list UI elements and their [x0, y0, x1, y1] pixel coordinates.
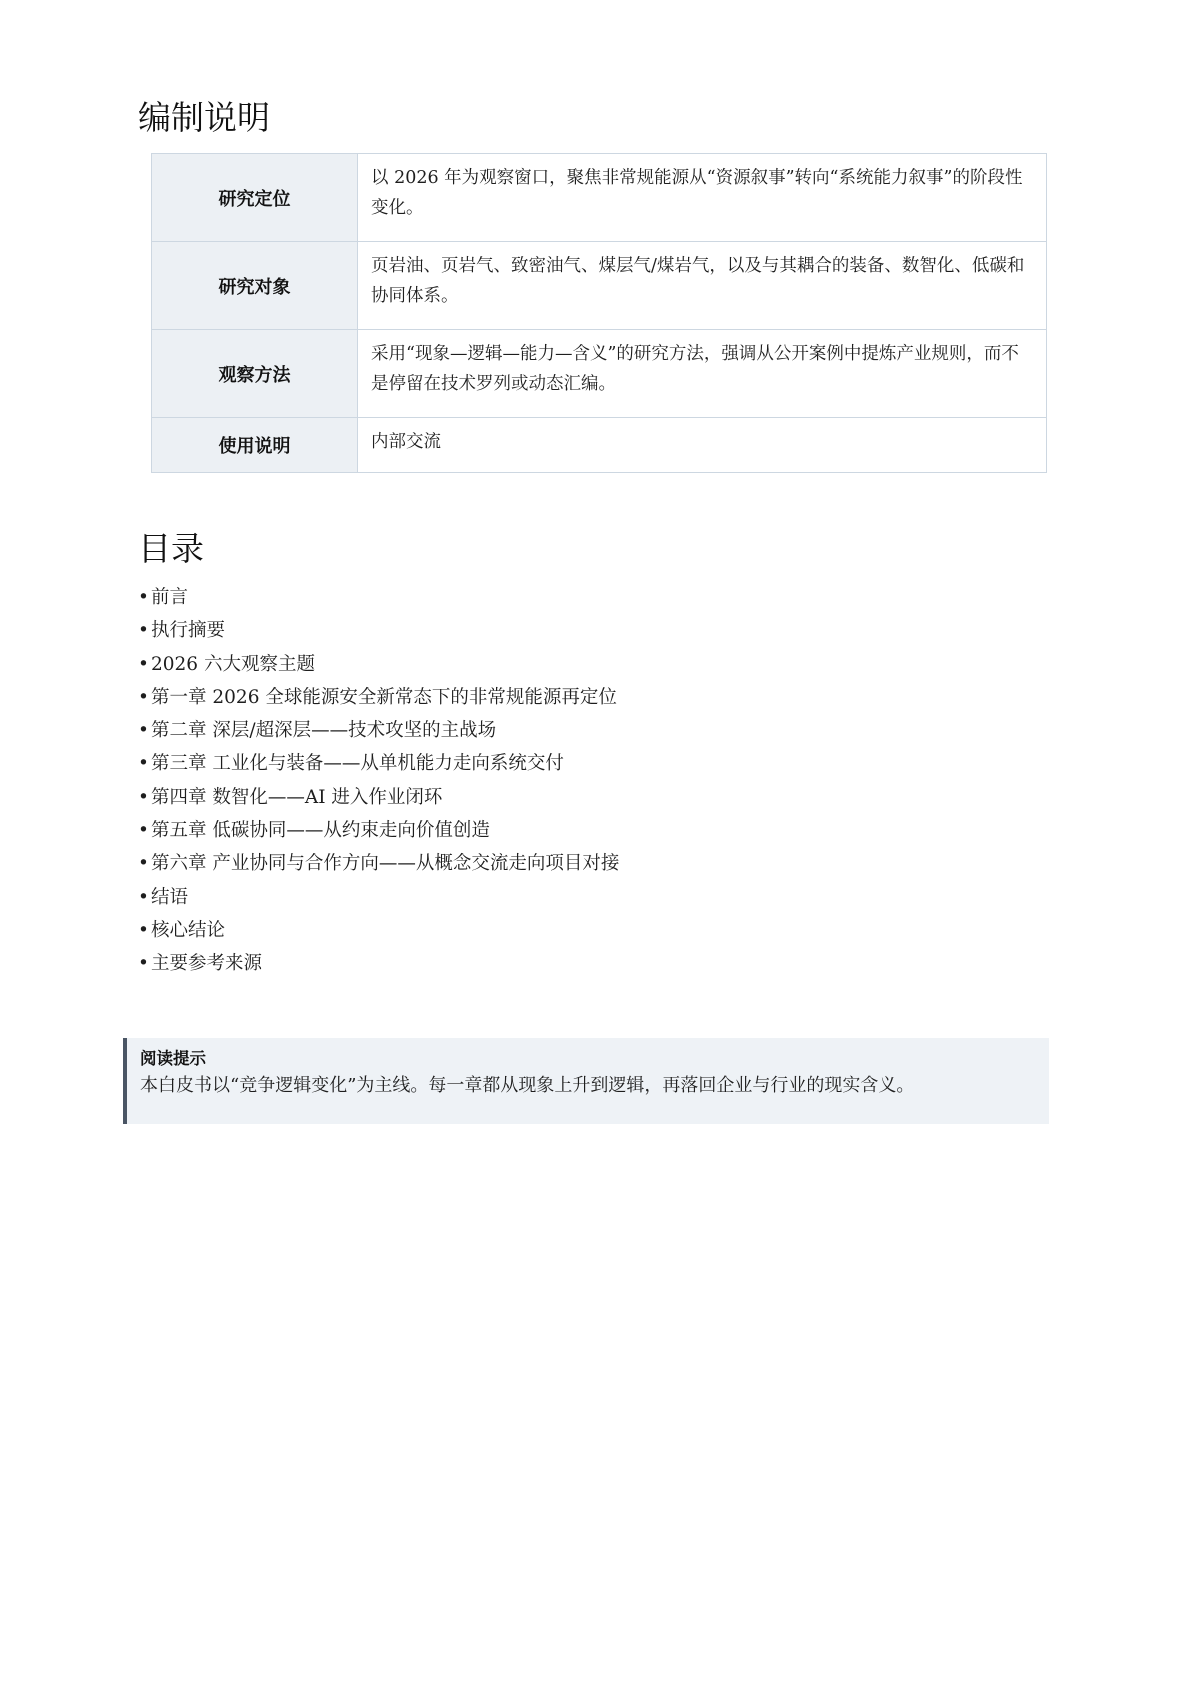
- toc-item[interactable]: [138, 914, 619, 947]
- section-title-toc: 目录: [138, 529, 204, 568]
- toc-item-label: 第二章 深层/超深层——技术攻坚的主战场: [151, 720, 497, 742]
- bullet-icon: •: [138, 686, 149, 708]
- toc-item[interactable]: [138, 814, 619, 847]
- toc-item[interactable]: [138, 747, 619, 780]
- row-key: 观察方法: [152, 330, 358, 418]
- toc-item-label: 结语: [151, 886, 189, 908]
- reading-tip-callout: [123, 1038, 1049, 1124]
- toc-list: [138, 581, 619, 981]
- toc-item-label: 主要参考来源: [151, 953, 263, 975]
- bullet-icon: •: [138, 753, 149, 775]
- bullet-icon: •: [138, 919, 149, 941]
- bullet-icon: •: [138, 620, 149, 642]
- bullet-icon: •: [138, 720, 149, 742]
- reading-tip-title: 阅读提示: [140, 1049, 206, 1068]
- toc-item-label: 第六章 产业协同与合作方向——从概念交流走向项目对接: [151, 853, 620, 875]
- table-row: [152, 242, 1047, 330]
- toc-item[interactable]: [138, 681, 619, 714]
- toc-item-label: 执行摘要: [151, 620, 226, 642]
- table-row: [152, 330, 1047, 418]
- toc-item[interactable]: [138, 614, 619, 647]
- table-row: [152, 154, 1047, 242]
- row-key: 研究对象: [152, 242, 358, 330]
- toc-item-label: 2026 六大观察主题: [151, 653, 315, 675]
- bullet-icon: •: [138, 853, 149, 875]
- toc-item[interactable]: [138, 947, 619, 980]
- table-row: [152, 418, 1047, 473]
- toc-item-label: 核心结论: [151, 919, 226, 941]
- row-key: 研究定位: [152, 154, 358, 242]
- bullet-icon: •: [138, 820, 149, 842]
- toc-item-label: 前言: [151, 587, 189, 608]
- row-value: 页岩油、页岩气、致密油气、煤层气/煤岩气，以及与其耦合的装备、数智化、低碳和协同体系。: [358, 242, 1047, 330]
- toc-item[interactable]: [138, 781, 619, 814]
- toc-item-label: 第四章 数智化——AI 进入作业闭环: [151, 786, 443, 808]
- toc-item[interactable]: [138, 581, 619, 614]
- toc-item[interactable]: [138, 847, 619, 880]
- toc-item[interactable]: [138, 714, 619, 747]
- section-title-compilation-notes: 编制说明: [138, 98, 270, 137]
- row-value: 采用“现象—逻辑—能力—含义”的研究方法，强调从公开案例中提炼产业规则，而不是停留在技术罗列或动态汇编。: [358, 330, 1047, 418]
- toc-item-label: 第三章 工业化与装备——从单机能力走向系统交付: [151, 753, 564, 775]
- bullet-icon: •: [138, 886, 149, 908]
- toc-item[interactable]: [138, 881, 619, 914]
- row-value: 内部交流: [358, 418, 1047, 473]
- bullet-icon: •: [138, 587, 149, 608]
- bullet-icon: •: [138, 653, 149, 675]
- row-key: 使用说明: [152, 418, 358, 473]
- reading-tip-body: 本白皮书以“竞争逻辑变化”为主线。每一章都从现象上升到逻辑，再落回企业与行业的现实含义。: [140, 1075, 915, 1096]
- toc-item-label: 第五章 低碳协同——从约束走向价值创造: [151, 820, 490, 842]
- compilation-notes-table: [151, 153, 1047, 473]
- toc-item[interactable]: [138, 648, 619, 681]
- bullet-icon: •: [138, 786, 149, 808]
- toc-item-label: 第一章 2026 全球能源安全新常态下的非常规能源再定位: [151, 686, 617, 708]
- bullet-icon: •: [138, 953, 149, 975]
- row-value: 以 2026 年为观察窗口，聚焦非常规能源从“资源叙事”转向“系统能力叙事”的阶段性变化。: [358, 154, 1047, 242]
